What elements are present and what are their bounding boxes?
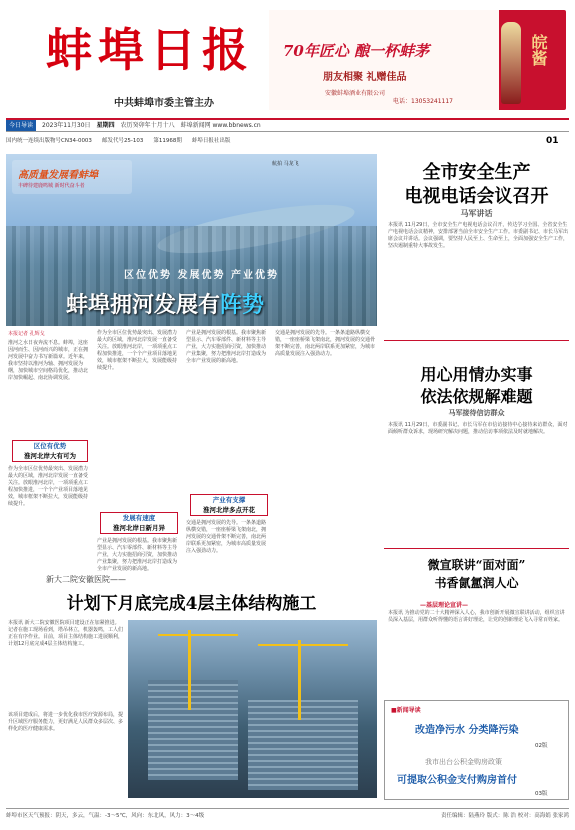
crane-icon [188,630,191,710]
lead-col-2b: 产业是拥河发展的根基。我市聚焦新型显示、汽车零部件、新材料等主导产业，大力实施招商引资，加快推动产业集聚，努力把淮河北岸打造成为全市产业发展的新高地。 [97,538,178,572]
lead-col-4: 交通是拥河发展的先导。一条条道路纵横交错，一座座桥梁飞架南北，拥河发展的交通骨架不断完善，南北两岸联系更加紧密，为城市高质量发展注入强劲动力。 [275,330,376,357]
guide-item-2-sub: 我市出台公积金购房政策 [425,758,502,766]
page-footer [6,808,569,824]
lead-col-2: 作为全市区位优势最突出、发展潜力最大的区域，淮河北岸发展一直备受关注。放眼淮河北岸，一项项重点工程加快推进，一个个产业项目落地见效，城市框架不断拉大，发展能级持续提升。 [97,330,178,371]
publication-info: 国内统一连续出版物号CN34-0003 邮发代号25-103 第11968期 蚌埠日报社出版 [6,138,231,144]
dateline [6,118,569,132]
subhead-box-2: 发展有速度 淮河北岸日新月异 [100,512,178,534]
issue-weekday: 星期四 [96,122,115,129]
ad-phone: 电话：13053241117 [393,98,453,105]
guide-item-1-page[interactable]: 02版 [535,743,548,749]
lower-kicker: 新大二院安徽医院—— [46,575,126,584]
hero-banner: 高质量发展看蚌埠 丰碑待建鹿鸣城 新时代奋斗者 [12,160,132,194]
photo-credit: 航拍 马龙飞 [272,161,299,167]
today-guide-tag[interactable]: 今日导读 [6,120,36,131]
page-number: 01 [546,136,559,146]
lead-col-3: 产业是拥河发展的根基。我市聚焦新型显示、汽车零部件、新材料等主导产业，大力实施招商引资，加快推动产业集聚，努力把淮河北岸打造成为全市产业发展的新高地。 [186,330,267,364]
story2-headline-1[interactable]: 用心用情办实事 [420,365,533,384]
crane-icon [298,640,301,720]
story1-text: 本报讯 11月29日，全市安全生产电视电话会议召开，传达学习全国、全省安全生产电视电话会议精神，安排部署当前全市安全生产工作。市委副书记、市长马军出席会议并讲话。会议强调，要坚持人民至上、生命至上，全面加强安全生产工作，坚决遏制重特大事故发生。 [388,222,569,249]
story3-headline-1[interactable]: 微宣联讲“面对面” [427,558,526,572]
story1-headline-2[interactable]: 电视电话会议召开 [404,186,549,207]
lower-text-b: 该项目建成后，将进一步优化我市医疗资源布局，提升区域医疗服务能力，更好满足人民群众多层次、多样化的医疗健康需求。 [8,712,124,732]
lead-byline: 本报记者 孔辉戈 [8,331,45,337]
hero-aerial-photo[interactable] [6,154,377,326]
ad-sub-text: 朋友相聚 礼赠佳品 [323,72,407,83]
story3-text: 本报讯 为推动党的二十大精神深入人心，我市创新开展微宣联讲活动，组织宣讲员深入基层，用群众听得懂的语言讲好理论，让党的创新理论飞入寻常百姓家。 [388,610,565,623]
lower-headline[interactable]: 计划下月底完成4层主体结构施工 [66,594,317,614]
lower-article-title [6,574,377,614]
news-guide-box [384,700,569,800]
story2-headline-2[interactable]: 依法依规解难题 [420,387,533,406]
masthead [6,6,569,118]
story2-text: 本报讯 11月29日，市委副书记、市长马军在市信访接待中心接待来访群众，面对面倾听群众诉求，现场研究解决问题，推动信访事项依法及时就地解决。 [388,422,568,435]
lead-col-3b: 交通是拥河发展的先导。一条条道路纵横交错，一座座桥梁飞架南北，拥河发展的交通骨架不断完善，南北两岸联系更加紧密，为城市高质量发展注入强劲动力。 [186,520,267,554]
guide-item-2-page[interactable]: 03版 [535,791,548,797]
issue-date: 2023年11月30日 [42,122,91,129]
construction-site-photo[interactable] [128,620,377,798]
story1-headline-1[interactable]: 全市安全生产 [422,162,531,183]
paper-slogan: 中共蚌埠市委主管主办 [114,98,214,109]
story1-person: 马军讲话 [460,208,493,218]
subhead-box-1: 区位有优势 淮河北岸大有可为 [12,440,88,462]
news-guide-label: ■新闻导读 [391,707,421,714]
lower-text-a: 本报讯 新大二院安徽医院项目建设正在加紧推进。记者在施工现场看到，塔吊林立，机器轰鸣，工人们正在有序作业。目前，项目主体结构施工进展顺利，计划12月底完成4层主体结构施工。 [8,620,124,647]
guide-item-2[interactable]: 可提取公积金支付购房首付 [397,775,517,786]
guide-item-1[interactable]: 改造净污水 分类降污染 [415,725,519,736]
news-website[interactable]: 蚌埠新闻网 www.bbnews.cn [180,122,261,129]
liquor-advertisement[interactable] [269,10,566,110]
lead-headline[interactable]: 蚌埠拥河发展有阵势 [66,292,265,318]
paper-name: 蚌埠日报 [46,23,254,77]
ad-brand: 皖酱 [529,34,548,66]
divider-2 [384,548,569,549]
hero-tagline: 区位优势 发展优势 产业优势 [124,270,279,281]
ad-company: 安徽蚌埠酒业有限公司 [325,90,386,97]
ad-main-text: 70年匠心 酿一杯蚌茅 [283,42,430,60]
story2-person: 马军接待信访群众 [448,408,505,417]
staff-credits: 责任编辑：陆燕玲 版式：陈 浩 校对：高海娟 张家鸿 [441,813,569,819]
story3-headline-2[interactable]: 书香氤氲润人心 [434,576,519,590]
lunar-date: 农历癸卯年十月十八 [120,122,175,129]
lead-col-1: 淮河之水日夜奔流不息。蚌埠，这座因河而生、因河而兴的城市，正在拥河发展中奋力书写新篇章。近年来，我市坚持以淮河为轴、拥河发展为纲，加快城市空间格局优化，推动北岸加快崛起、南北协调发展。 [8,340,89,381]
bottle-icon [501,22,521,104]
subhead-box-3: 产业有支撑 淮河北岸多点开花 [190,494,268,516]
weather-forecast: 蚌埠市区天气预报：阴天，多云，气温：-3～5℃，风向：东北风，风力：3～4级 [6,813,205,819]
story3-kicker: —基层理论宣讲— [419,602,468,609]
lead-col-1b: 作为全市区位优势最突出、发展潜力最大的区域，淮河北岸发展一直备受关注。放眼淮河北岸，一项项重点工程加快推进，一个个产业项目落地见效，城市框架不断拉大，发展能级持续提升。 [8,466,89,507]
divider-1 [384,340,569,341]
